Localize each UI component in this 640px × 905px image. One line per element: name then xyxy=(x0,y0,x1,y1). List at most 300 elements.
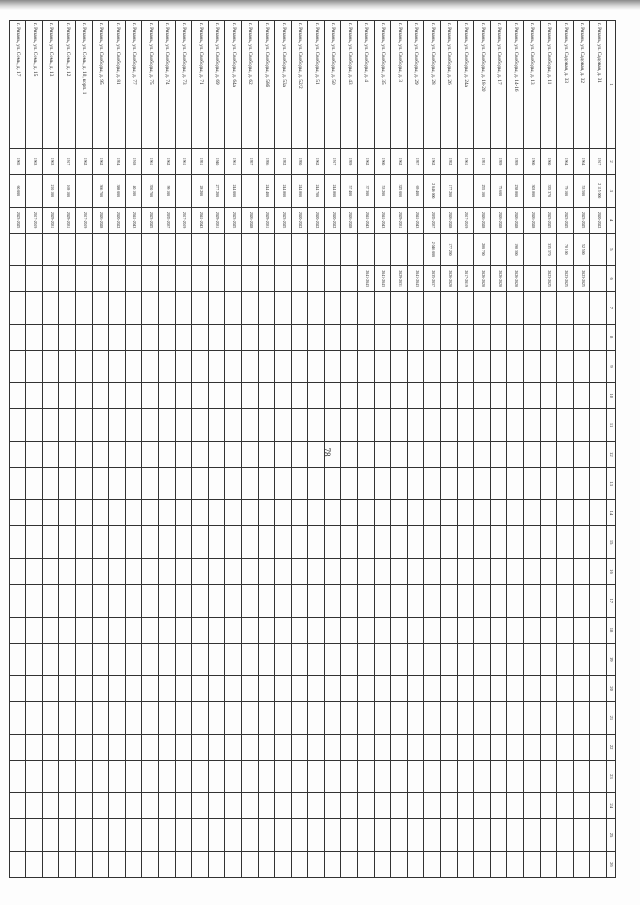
table-cell xyxy=(59,292,76,325)
table-cell: 1959 xyxy=(507,149,524,175)
table-cell xyxy=(125,292,142,325)
table-cell: 1962 xyxy=(308,149,325,175)
table-cell: 1962 xyxy=(358,149,375,175)
table-cell xyxy=(474,793,491,819)
table-cell xyxy=(474,819,491,852)
table-cell xyxy=(192,702,209,735)
table-cell: 366 700 xyxy=(92,175,109,208)
table-cell: 388 000 xyxy=(109,175,126,208)
table-cell xyxy=(241,233,258,266)
table-cell xyxy=(158,526,175,559)
table-cell xyxy=(573,467,590,500)
table-cell xyxy=(524,584,541,617)
table-cell xyxy=(26,643,43,676)
table-cell xyxy=(208,383,225,409)
table-cell xyxy=(590,292,607,325)
table-cell xyxy=(9,233,26,266)
table-cell xyxy=(175,702,192,735)
table-cell xyxy=(109,851,126,877)
table-cell xyxy=(457,558,474,584)
table-cell xyxy=(275,324,292,350)
table-cell xyxy=(258,793,275,819)
table-row xyxy=(573,21,590,878)
table-cell xyxy=(524,233,541,266)
table-cell: 1952 xyxy=(441,149,458,175)
table-cell xyxy=(208,292,225,325)
table-cell: 2026-2028 xyxy=(507,207,524,233)
column-header-14: 14 xyxy=(607,500,616,526)
table-cell xyxy=(457,819,474,852)
table-cell xyxy=(142,500,159,526)
table-cell xyxy=(590,643,607,676)
table-cell xyxy=(59,793,76,819)
table-cell: 210 100 xyxy=(42,175,59,208)
table-row xyxy=(175,21,192,878)
table-cell xyxy=(573,324,590,350)
table-cell xyxy=(391,500,408,526)
table-cell: 2026-2028 xyxy=(490,266,507,292)
table-cell xyxy=(175,760,192,793)
table-cell xyxy=(241,175,258,208)
table-cell xyxy=(374,324,391,350)
address-cell: г. Рязань, ул. Свободы, д. 95 xyxy=(92,21,109,149)
address-cell: г. Рязань, ул. Свободы, д. 71 xyxy=(192,21,209,149)
table-cell xyxy=(407,793,424,819)
table-cell xyxy=(590,760,607,793)
table-cell xyxy=(9,558,26,584)
table-cell xyxy=(208,324,225,350)
table-cell xyxy=(92,500,109,526)
table-cell xyxy=(76,500,93,526)
column-header-13: 13 xyxy=(607,467,616,500)
table-cell xyxy=(540,324,557,350)
table-cell xyxy=(258,526,275,559)
table-cell: 325 000 xyxy=(391,175,408,208)
table-cell xyxy=(507,793,524,819)
table-cell xyxy=(324,350,341,383)
table-cell xyxy=(175,292,192,325)
table-cell xyxy=(175,617,192,643)
table-cell xyxy=(258,409,275,442)
table-cell: 2020-2022 xyxy=(291,207,308,233)
table-cell xyxy=(92,584,109,617)
table-cell xyxy=(540,500,557,526)
table-cell xyxy=(225,266,242,292)
table-cell xyxy=(42,643,59,676)
column-header-16: 16 xyxy=(607,558,616,584)
table-cell xyxy=(175,851,192,877)
table-cell xyxy=(308,760,325,793)
table-cell xyxy=(175,441,192,467)
table-cell: 2 046 000 xyxy=(424,175,441,208)
table-cell: 2026-2028 xyxy=(490,207,507,233)
table-cell: 1956 xyxy=(258,149,275,175)
table-cell: 2 046 000 xyxy=(424,233,441,266)
table-cell xyxy=(540,383,557,409)
table-cell xyxy=(59,441,76,467)
table-cell xyxy=(109,643,126,676)
table-cell xyxy=(308,441,325,467)
table-cell xyxy=(142,383,159,409)
table-cell xyxy=(407,643,424,676)
table-cell xyxy=(291,350,308,383)
table-cell xyxy=(507,643,524,676)
table-cell xyxy=(241,702,258,735)
table-cell xyxy=(175,233,192,266)
table-cell xyxy=(324,467,341,500)
table-cell: 1950 xyxy=(291,149,308,175)
table-cell xyxy=(109,292,126,325)
table-cell xyxy=(42,324,59,350)
table-cell xyxy=(424,467,441,500)
table-cell xyxy=(109,350,126,383)
table-cell xyxy=(142,324,159,350)
table-cell xyxy=(142,350,159,383)
table-cell xyxy=(59,233,76,266)
table-cell xyxy=(258,760,275,793)
table-cell xyxy=(407,441,424,467)
table-cell xyxy=(441,441,458,467)
table-cell xyxy=(374,292,391,325)
table-cell xyxy=(92,409,109,442)
table-cell xyxy=(341,851,358,877)
table-cell xyxy=(26,676,43,702)
table-cell xyxy=(457,409,474,442)
table-cell xyxy=(341,819,358,852)
table-cell xyxy=(424,441,441,467)
address-cell: г. Рязань, ул. Свободы, д. 17 xyxy=(490,21,507,149)
table-cell xyxy=(76,292,93,325)
table-cell xyxy=(590,851,607,877)
address-cell: г. Рязань, ул. Свободы, д. 53а xyxy=(275,21,292,149)
table-row xyxy=(540,21,557,878)
table-cell xyxy=(158,324,175,350)
table-cell: 1954 xyxy=(109,149,126,175)
table-cell xyxy=(158,584,175,617)
table-cell xyxy=(507,676,524,702)
table-cell xyxy=(275,526,292,559)
table-cell xyxy=(358,526,375,559)
column-header-18: 18 xyxy=(607,617,616,643)
table-cell xyxy=(308,584,325,617)
table-cell xyxy=(490,324,507,350)
table-cell xyxy=(474,734,491,760)
table-cell: 2026-2028 xyxy=(524,207,541,233)
table-cell xyxy=(9,292,26,325)
table-cell xyxy=(341,266,358,292)
table-cell xyxy=(407,324,424,350)
table-cell xyxy=(225,760,242,793)
table-cell xyxy=(324,441,341,467)
table-cell xyxy=(26,702,43,735)
table-cell xyxy=(590,734,607,760)
table-cell xyxy=(291,266,308,292)
table-cell xyxy=(92,760,109,793)
table-cell xyxy=(590,233,607,266)
address-cell: г. Рязань, ул. Свободы, д. 73 xyxy=(175,21,192,149)
table-cell xyxy=(291,676,308,702)
table-cell: 2023-2025 xyxy=(225,207,242,233)
table-cell xyxy=(374,734,391,760)
table-cell xyxy=(557,409,574,442)
table-cell: 280 700 xyxy=(474,233,491,266)
table-cell xyxy=(407,819,424,852)
table-cell xyxy=(391,760,408,793)
table-cell xyxy=(192,383,209,409)
table-cell xyxy=(42,617,59,643)
table-cell xyxy=(540,793,557,819)
table-cell xyxy=(441,702,458,735)
table-cell: 1963 xyxy=(42,149,59,175)
table-cell xyxy=(540,292,557,325)
table-cell xyxy=(474,292,491,325)
table-cell xyxy=(26,760,43,793)
table-cell: 1951 xyxy=(192,149,209,175)
table-cell xyxy=(573,734,590,760)
table-viewport xyxy=(15,20,616,880)
table-cell xyxy=(374,350,391,383)
table-cell: 2035-2037 xyxy=(158,207,175,233)
table-cell xyxy=(26,500,43,526)
table-cell xyxy=(407,292,424,325)
table-cell: 2029-2031 xyxy=(42,207,59,233)
table-cell xyxy=(76,819,93,852)
table-cell xyxy=(109,760,126,793)
table-cell xyxy=(158,760,175,793)
table-cell: 2017-2019 xyxy=(457,266,474,292)
table-cell xyxy=(241,292,258,325)
address-cell: г. Рязань, ул. Свободы, д. 14-16 xyxy=(507,21,524,149)
table-cell xyxy=(59,350,76,383)
table-cell: 2020-2022 xyxy=(109,207,126,233)
table-cell: 1962 xyxy=(158,149,175,175)
table-cell xyxy=(258,734,275,760)
table-cell: 1962 xyxy=(92,149,109,175)
table-cell xyxy=(557,643,574,676)
table-cell xyxy=(208,793,225,819)
table-cell xyxy=(258,441,275,467)
table-cell: 37 300 xyxy=(358,175,375,208)
table-cell xyxy=(109,409,126,442)
table-cell xyxy=(275,617,292,643)
table-cell: 53 200 xyxy=(374,175,391,208)
table-cell xyxy=(391,734,408,760)
table-cell xyxy=(76,350,93,383)
table-cell xyxy=(125,266,142,292)
table-cell xyxy=(374,383,391,409)
table-cell xyxy=(308,292,325,325)
table-cell xyxy=(275,584,292,617)
table-cell xyxy=(192,617,209,643)
table-cell xyxy=(208,676,225,702)
table-cell xyxy=(158,266,175,292)
table-cell xyxy=(557,292,574,325)
table-cell xyxy=(225,702,242,735)
table-cell xyxy=(26,292,43,325)
table-cell xyxy=(192,760,209,793)
table-cell xyxy=(158,383,175,409)
table-cell xyxy=(457,734,474,760)
table-cell xyxy=(573,760,590,793)
table-cell xyxy=(192,643,209,676)
table-cell xyxy=(125,558,142,584)
address-cell: г. Рязань, ул. Свободы, д. 50 xyxy=(324,21,341,149)
table-cell xyxy=(192,350,209,383)
table-cell xyxy=(225,441,242,467)
table-cell xyxy=(109,324,126,350)
table-cell xyxy=(76,383,93,409)
table-cell: 2035-2037 xyxy=(424,266,441,292)
table-cell xyxy=(540,441,557,467)
table-row xyxy=(308,21,325,878)
table-cell xyxy=(308,467,325,500)
table-cell xyxy=(324,702,341,735)
table-cell xyxy=(92,383,109,409)
table-cell xyxy=(291,793,308,819)
table-cell xyxy=(291,526,308,559)
table-cell xyxy=(341,467,358,500)
table-cell xyxy=(26,441,43,467)
table-cell xyxy=(474,702,491,735)
table-cell xyxy=(474,409,491,442)
table-cell xyxy=(42,526,59,559)
table-cell: 1961 xyxy=(142,149,159,175)
table-cell xyxy=(441,350,458,383)
table-row xyxy=(59,21,76,878)
table-cell xyxy=(42,266,59,292)
table-cell xyxy=(192,500,209,526)
table-cell xyxy=(474,617,491,643)
table-cell xyxy=(557,500,574,526)
table-cell xyxy=(225,676,242,702)
table-cell xyxy=(358,793,375,819)
table-cell xyxy=(258,233,275,266)
table-cell xyxy=(225,409,242,442)
table-cell xyxy=(524,676,541,702)
table-cell xyxy=(42,350,59,383)
table-cell xyxy=(42,409,59,442)
table-cell xyxy=(109,617,126,643)
table-cell xyxy=(341,383,358,409)
table-cell: 198 300 xyxy=(507,233,524,266)
table-cell xyxy=(474,441,491,467)
table-cell xyxy=(76,233,93,266)
table-cell: 2026-2028 xyxy=(474,207,491,233)
table-cell xyxy=(208,702,225,735)
table-cell xyxy=(92,441,109,467)
table-cell xyxy=(358,617,375,643)
table-cell: 335 370 xyxy=(540,233,557,266)
table-cell xyxy=(507,500,524,526)
table-cell xyxy=(158,676,175,702)
table-cell xyxy=(557,350,574,383)
address-cell: г. Рязань, ул. Садовая, д. 33 xyxy=(557,21,574,149)
table-cell xyxy=(125,526,142,559)
table-cell xyxy=(507,617,524,643)
table-cell xyxy=(374,643,391,676)
table-cell xyxy=(142,409,159,442)
table-cell xyxy=(258,266,275,292)
table-cell: 2041-2043 xyxy=(407,207,424,233)
table-row xyxy=(76,21,93,878)
table-cell xyxy=(225,526,242,559)
table-cell xyxy=(341,584,358,617)
table-cell xyxy=(474,350,491,383)
table-cell xyxy=(407,350,424,383)
table-cell xyxy=(175,175,192,208)
table-cell xyxy=(573,409,590,442)
table-cell xyxy=(76,467,93,500)
table-cell xyxy=(26,584,43,617)
table-cell xyxy=(557,617,574,643)
table-cell xyxy=(208,819,225,852)
table-cell xyxy=(557,734,574,760)
table-cell xyxy=(125,793,142,819)
table-cell xyxy=(9,819,26,852)
table-cell: 2023-2025 xyxy=(9,207,26,233)
column-header-20: 20 xyxy=(607,676,616,702)
table-cell: 69 400 xyxy=(407,175,424,208)
table-cell xyxy=(441,819,458,852)
table-cell: 2026-2028 xyxy=(507,266,524,292)
table-cell xyxy=(92,233,109,266)
table-cell xyxy=(241,383,258,409)
table-cell xyxy=(507,383,524,409)
table-row xyxy=(474,21,491,878)
table-cell xyxy=(308,819,325,852)
table-cell xyxy=(474,526,491,559)
table-cell xyxy=(457,793,474,819)
table-cell xyxy=(374,702,391,735)
table-row xyxy=(258,21,275,878)
table-cell xyxy=(208,558,225,584)
column-header-1: 1 xyxy=(607,21,616,149)
table-cell xyxy=(540,584,557,617)
table-cell xyxy=(59,643,76,676)
table-cell xyxy=(457,851,474,877)
table-cell xyxy=(557,467,574,500)
table-row xyxy=(9,21,26,878)
table-cell xyxy=(42,851,59,877)
table-cell xyxy=(125,233,142,266)
table-cell: 60 000 xyxy=(9,175,26,208)
table-cell xyxy=(59,467,76,500)
table-cell xyxy=(26,851,43,877)
table-cell xyxy=(358,558,375,584)
table-cell xyxy=(490,584,507,617)
table-cell xyxy=(59,819,76,852)
table-cell xyxy=(573,383,590,409)
table-cell xyxy=(142,266,159,292)
table-cell xyxy=(391,643,408,676)
table-cell xyxy=(258,292,275,325)
address-cell: г. Рязань, ул. Свободы, д. 81 xyxy=(109,21,126,149)
table-cell xyxy=(109,526,126,559)
table-cell xyxy=(109,383,126,409)
table-cell xyxy=(241,676,258,702)
table-cell xyxy=(258,383,275,409)
table-cell xyxy=(26,793,43,819)
table-cell xyxy=(507,324,524,350)
table-cell xyxy=(175,558,192,584)
table-cell: 1960 xyxy=(374,149,391,175)
table-cell xyxy=(424,702,441,735)
table-cell xyxy=(391,851,408,877)
table-cell xyxy=(9,760,26,793)
table-cell xyxy=(524,324,541,350)
table-cell xyxy=(308,643,325,676)
table-cell xyxy=(441,617,458,643)
